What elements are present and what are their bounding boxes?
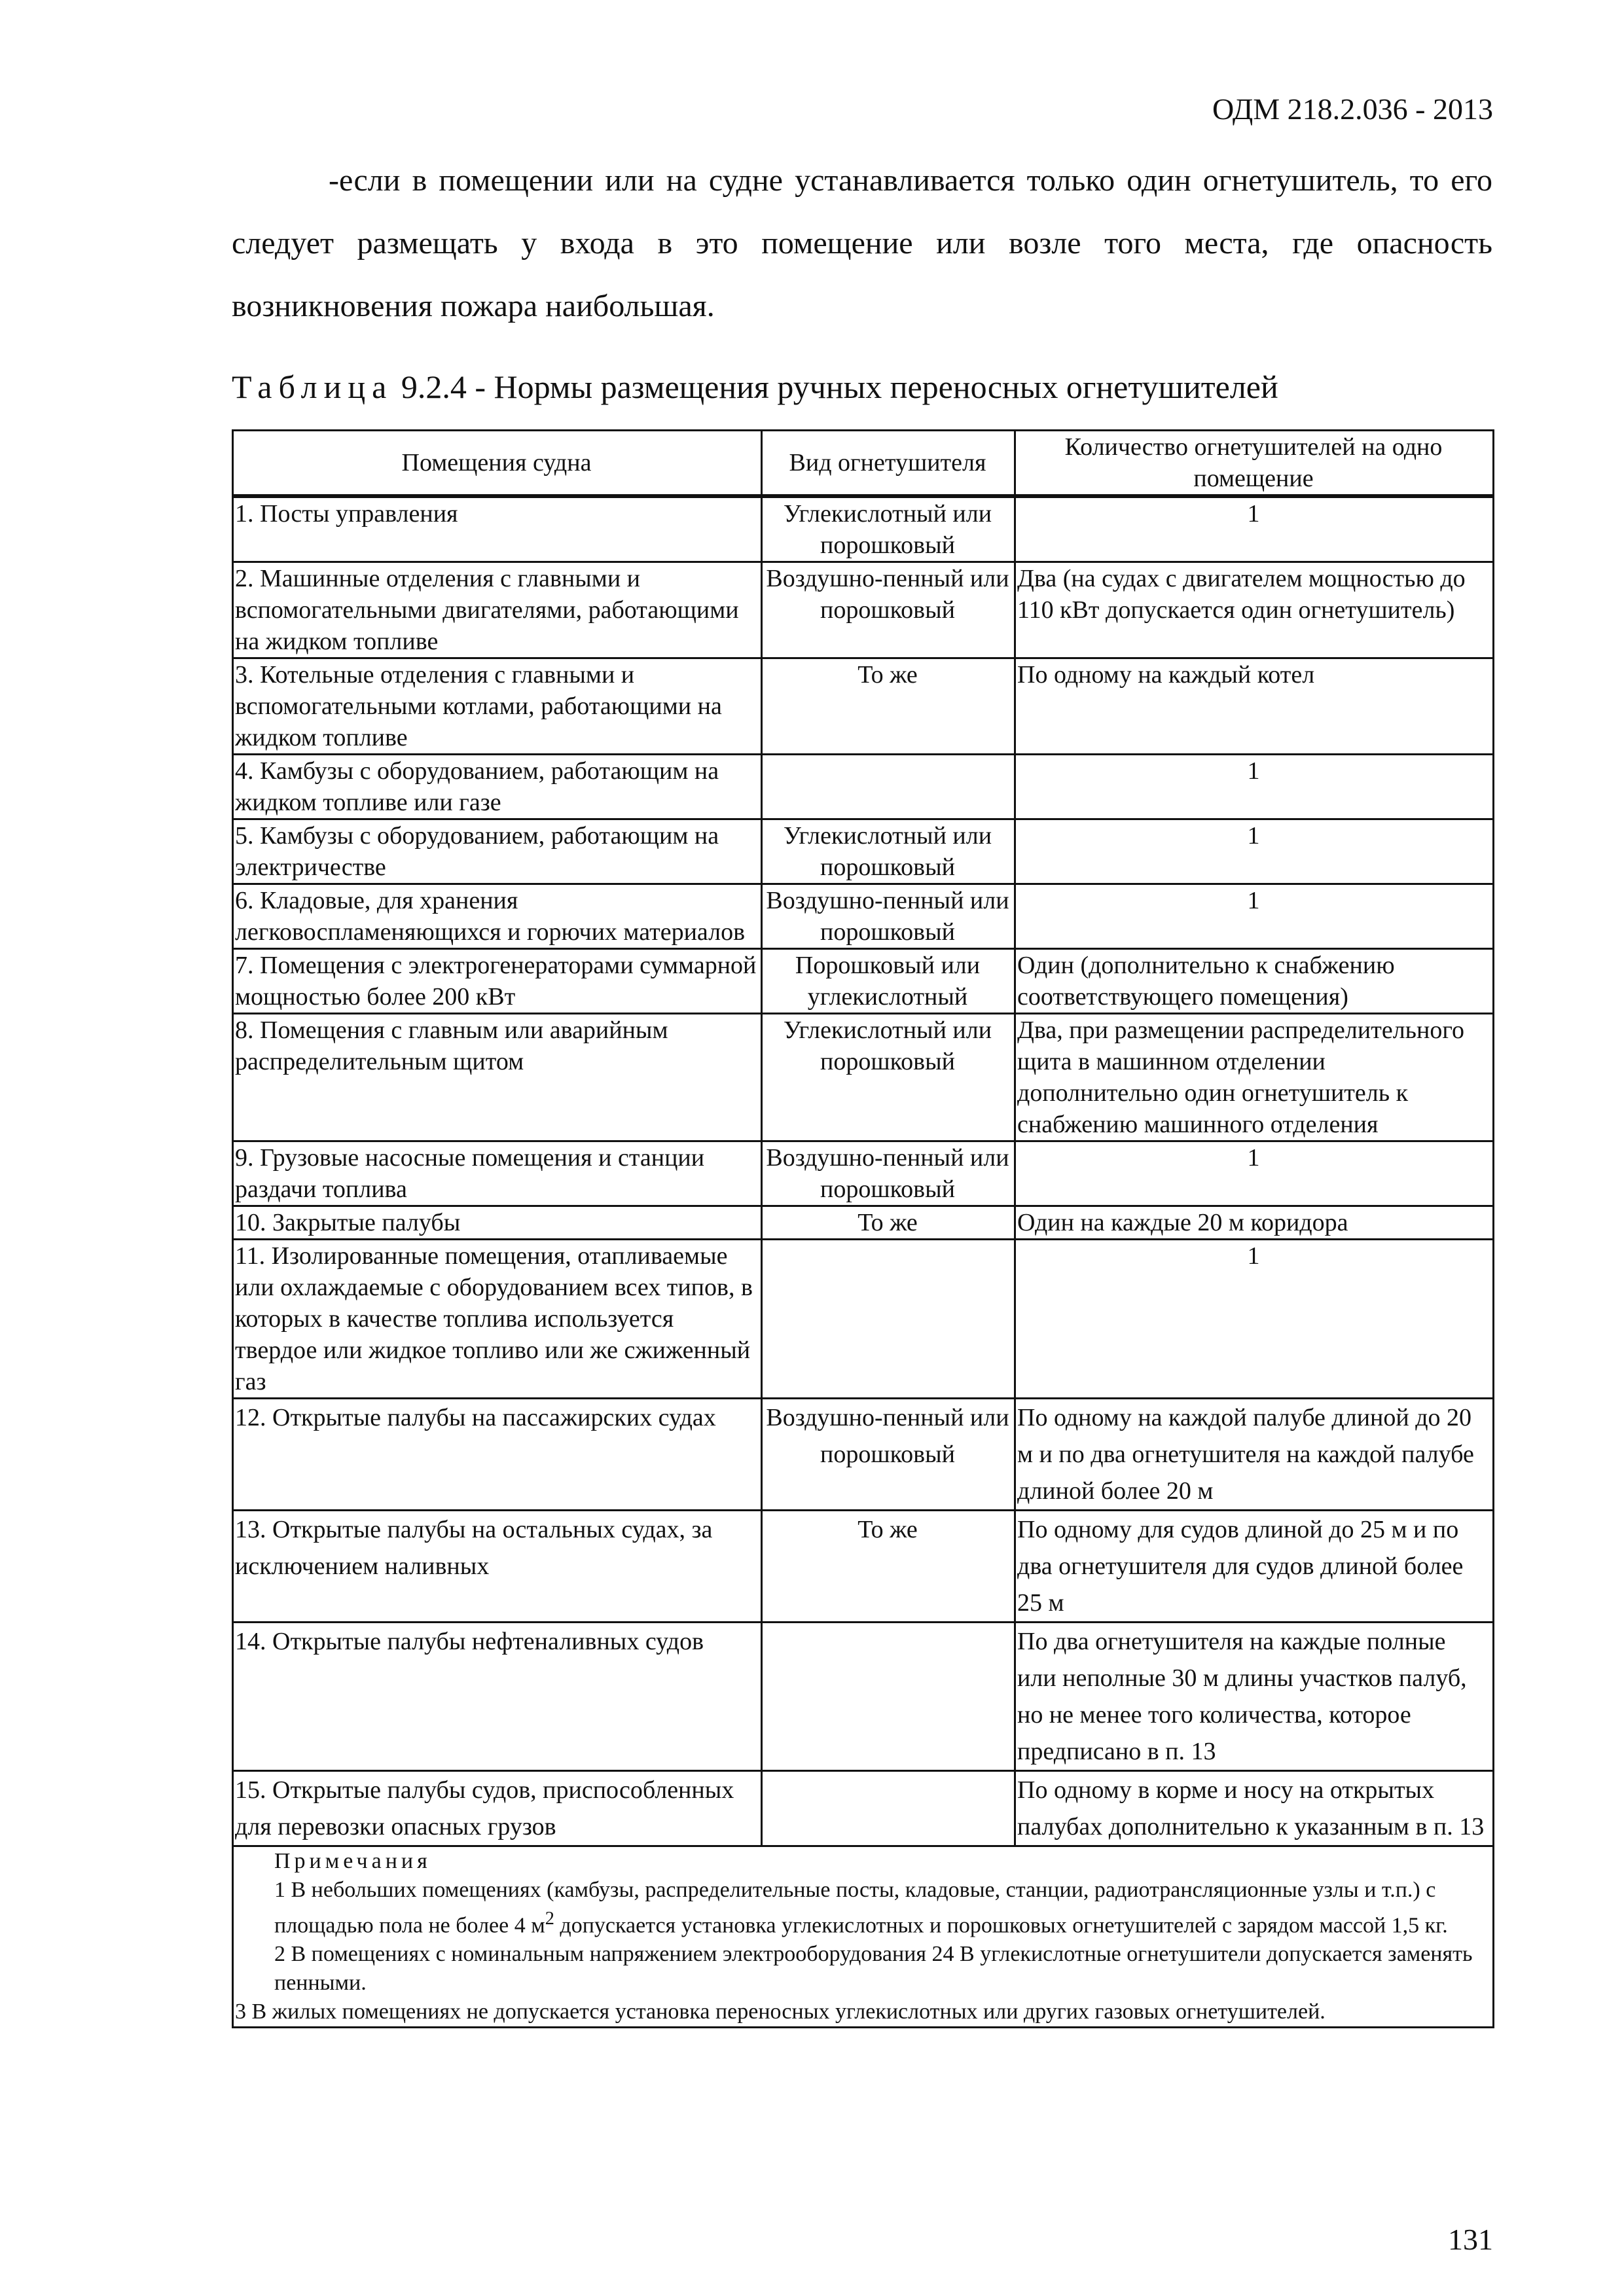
- intro-paragraph: [232, 149, 1492, 338]
- table-row: [233, 496, 1494, 562]
- cell-quantity: По два огнетушителя на каждые полные или неполные 30 м длины участков палуб, но не менее того количества, которое предписано в п. 13: [1015, 1623, 1494, 1771]
- cell-quantity: Два (на судах с двигателем мощностью до 110 кВт допускается один огнетушитель): [1015, 562, 1494, 658]
- cell-room: 4. Камбузы с оборудованием, работающим на жидком топливе или газе: [233, 755, 762, 819]
- cell-room: 13. Открытые палубы на остальных судах, за исключением наливных: [233, 1511, 762, 1623]
- table-row: [233, 1014, 1494, 1141]
- table-row: [233, 658, 1494, 755]
- note-1-text: 1 В небольших помещениях (камбузы, распределительные посты, кладовые, станции, радиотрансляционные узлы и т.п.) с площадью пола не более 4 м: [274, 1878, 1436, 1938]
- intro-text: -если в помещении или на судне устанавливается только один огнетушитель, то его следует размещать у входа в это помещение или возле того места, где опасность возникновения пожара наибольшая.: [232, 163, 1492, 323]
- cell-type: [762, 755, 1015, 819]
- cell-room: 7. Помещения с электрогенераторами суммарной мощностью более 200 кВт: [233, 949, 762, 1014]
- note-1: [235, 1876, 1490, 1940]
- cell-quantity: 1: [1015, 819, 1494, 884]
- table-row: [233, 1240, 1494, 1399]
- cell-quantity: Один на каждые 20 м коридора: [1015, 1206, 1494, 1240]
- cell-room: 2. Машинные отделения с главными и вспомогательными двигателями, работающими на жидком топливе: [233, 562, 762, 658]
- table-row: [233, 562, 1494, 658]
- cell-quantity: 1: [1015, 496, 1494, 562]
- note-3: 3 В жилых помещениях не допускается установка переносных углекислотных или других газовых огнетушителей.: [235, 2000, 1326, 2024]
- notes-row: [233, 1846, 1494, 2028]
- table-row: [233, 755, 1494, 819]
- cell-quantity: По одному для судов длиной до 25 м и по два огнетушителя для судов длиной более 25 м: [1015, 1511, 1494, 1623]
- table-body: [233, 431, 1494, 2028]
- cell-quantity: 1: [1015, 1240, 1494, 1399]
- cell-room: 8. Помещения с главным или аварийным распределительным щитом: [233, 1014, 762, 1141]
- cell-type: [762, 1623, 1015, 1771]
- table-header-row: [233, 431, 1494, 497]
- cell-quantity: 1: [1015, 755, 1494, 819]
- cell-quantity: По одному на каждой палубе длиной до 20 м и по два огнетушителя на каждой палубе длиной более 20 м: [1015, 1399, 1494, 1511]
- cell-type: Воздушно-пенный или порошковый: [762, 1399, 1015, 1511]
- table-row: [233, 1623, 1494, 1771]
- header-type: Вид огнетушителя: [762, 431, 1015, 497]
- cell-type: Углекислотный или порошковый: [762, 1014, 1015, 1141]
- cell-room: 6. Кладовые, для хранения легковоспламеняющихся и горючих материалов: [233, 884, 762, 949]
- cell-type: То же: [762, 1511, 1015, 1623]
- note-1-text-end: допускается установка углекислотных и порошковых огнетушителей с зарядом массой 1,5 кг.: [554, 1913, 1448, 1938]
- cell-room: 15. Открытые палубы судов, приспособленных для перевозки опасных грузов: [233, 1771, 762, 1846]
- cell-room: 12. Открытые палубы на пассажирских судах: [233, 1399, 762, 1511]
- table-caption-text: 9.2.4 - Нормы размещения ручных переносных огнетушителей: [401, 368, 1278, 405]
- extinguisher-table: [232, 429, 1494, 2028]
- cell-type: То же: [762, 1206, 1015, 1240]
- table-row: [233, 819, 1494, 884]
- cell-type: Воздушно-пенный или порошковый: [762, 884, 1015, 949]
- table-caption-label: Таблица: [232, 368, 393, 405]
- document-code: ОДМ 218.2.036 - 2013: [1212, 92, 1493, 126]
- cell-room: 11. Изолированные помещения, отапливаемые или охлаждаемые с оборудованием всех типов, в которых в качестве топлива используется твердое или жидкое топливо или же сжиженный газ: [233, 1240, 762, 1399]
- cell-quantity: По одному в корме и носу на открытых палубах дополнительно к указанным в п. 13: [1015, 1771, 1494, 1846]
- cell-quantity: По одному на каждый котел: [1015, 658, 1494, 755]
- note-1-superscript: 2: [545, 1909, 554, 1929]
- cell-quantity: 1: [1015, 884, 1494, 949]
- cell-type: Порошковый или углекислотный: [762, 949, 1015, 1014]
- cell-type: Воздушно-пенный или порошковый: [762, 562, 1015, 658]
- page-number: 131: [1448, 2223, 1493, 2256]
- cell-room: 14. Открытые палубы нефтеналивных судов: [233, 1623, 762, 1771]
- cell-type: [762, 1240, 1015, 1399]
- cell-room: 1. Посты управления: [233, 496, 762, 562]
- cell-type: Воздушно-пенный или порошковый: [762, 1141, 1015, 1206]
- cell-room: 10. Закрытые палубы: [233, 1206, 762, 1240]
- table-row: [233, 1399, 1494, 1511]
- cell-room: 9. Грузовые насосные помещения и станции раздачи топлива: [233, 1141, 762, 1206]
- table-row: [233, 949, 1494, 1014]
- notes-title: Примечания: [274, 1849, 431, 1873]
- cell-type: Углекислотный или порошковый: [762, 496, 1015, 562]
- table-row: [233, 1511, 1494, 1623]
- table-row: [233, 884, 1494, 949]
- cell-quantity: Один (дополнительно к снабжению соответствующего помещения): [1015, 949, 1494, 1014]
- cell-quantity: 1: [1015, 1141, 1494, 1206]
- cell-type: Углекислотный или порошковый: [762, 819, 1015, 884]
- table-row: [233, 1771, 1494, 1846]
- cell-room: 5. Камбузы с оборудованием, работающим на электричестве: [233, 819, 762, 884]
- notes-cell: [233, 1846, 1494, 2028]
- table-row: [233, 1206, 1494, 1240]
- note-2: 2 В помещениях с номинальным напряжением электрооборудования 24 В углекислотные огнетушители допускается заменять пенными.: [274, 1942, 1473, 1996]
- cell-room: 3. Котельные отделения с главными и вспомогательными котлами, работающими на жидком топливе: [233, 658, 762, 755]
- header-quantity: Количество огнетушителей на одно помещение: [1015, 431, 1494, 497]
- header-rooms: Помещения судна: [233, 431, 762, 497]
- cell-type: То же: [762, 658, 1015, 755]
- table-row: [233, 1141, 1494, 1206]
- table-caption: [232, 368, 1278, 406]
- cell-type: [762, 1771, 1015, 1846]
- cell-quantity: Два, при размещении распределительного щита в машинном отделении дополнительно один огнетушитель к снабжению машинного отделения: [1015, 1014, 1494, 1141]
